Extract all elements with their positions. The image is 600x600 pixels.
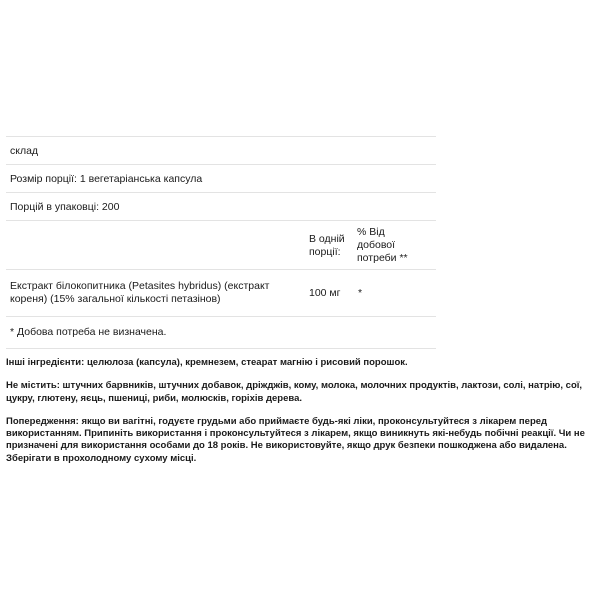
free-of-label: Не містить: xyxy=(6,380,60,392)
other-ingredients xyxy=(6,357,594,369)
other-ingredients-text: целюлоза (капсула), кремнезем, стеарат магнію і рисовий порошок. xyxy=(86,357,408,368)
facts-footnote-row xyxy=(6,316,436,349)
amount-per-serving-header xyxy=(309,233,355,259)
servings-per-container-row xyxy=(6,192,436,220)
dv-header-line1: % Від xyxy=(357,226,385,238)
dv-header-line3: потреби ** xyxy=(357,252,408,264)
ingredient-daily-value: * xyxy=(358,287,363,299)
ingredient-name-line1: Екстракт білокопитника (Petasites hybridus) (екстракт xyxy=(10,280,270,292)
facts-title: склад xyxy=(10,145,39,157)
other-ingredients-label: Інші інгредієнти: xyxy=(6,357,85,368)
serving-size-row xyxy=(6,164,436,192)
ingredient-name-line2: кореня) (15% загальної кількості петазінов) xyxy=(10,293,221,305)
servings-per-container: Порцій в упаковці: 200 xyxy=(10,201,120,213)
facts-header-row xyxy=(6,220,436,269)
ingredient-amount: 100 мг xyxy=(309,287,341,299)
product-notes xyxy=(6,357,594,465)
amount-header-line2: порції: xyxy=(309,246,341,258)
supplement-facts-table xyxy=(6,136,436,349)
serving-size: Розмір порції: 1 вегетаріанська капсула xyxy=(10,173,203,185)
warnings-label: Попередження: xyxy=(6,415,79,427)
ingredient-name xyxy=(10,280,300,306)
warnings xyxy=(6,416,594,465)
dv-header-line2: добової xyxy=(357,239,396,251)
daily-value-header xyxy=(357,226,433,265)
free-of xyxy=(6,380,594,405)
ingredient-row xyxy=(6,269,436,316)
amount-header-line1: В одній xyxy=(309,233,345,245)
warnings-text: якщо ви вагітні, годуєте грудьми або приймаєте будь-які ліки, проконсультуйтеся з лікарем перед використанням. Припиніть використання і проконсультуйтеся з лікарем, якщо виникнуть які-небудь побічні реакції. Чи не призначені для використання особами до 18 років. Не використовуйте, якщо друк безпеки пошкоджена або видалена. Зберігати в прохолодному сухому місці. xyxy=(6,415,585,464)
facts-footnote: * Добова потреба не визначена. xyxy=(10,326,167,338)
free-of-text: штучних барвників, штучних добавок, дріжджів, кому, молока, молочних продуктів, лактози, солі, натрію, сої, цукру, глютену, яєць, пшениці, риби, молюсків, горіхів дерева. xyxy=(6,380,583,404)
facts-title-row xyxy=(6,136,436,164)
